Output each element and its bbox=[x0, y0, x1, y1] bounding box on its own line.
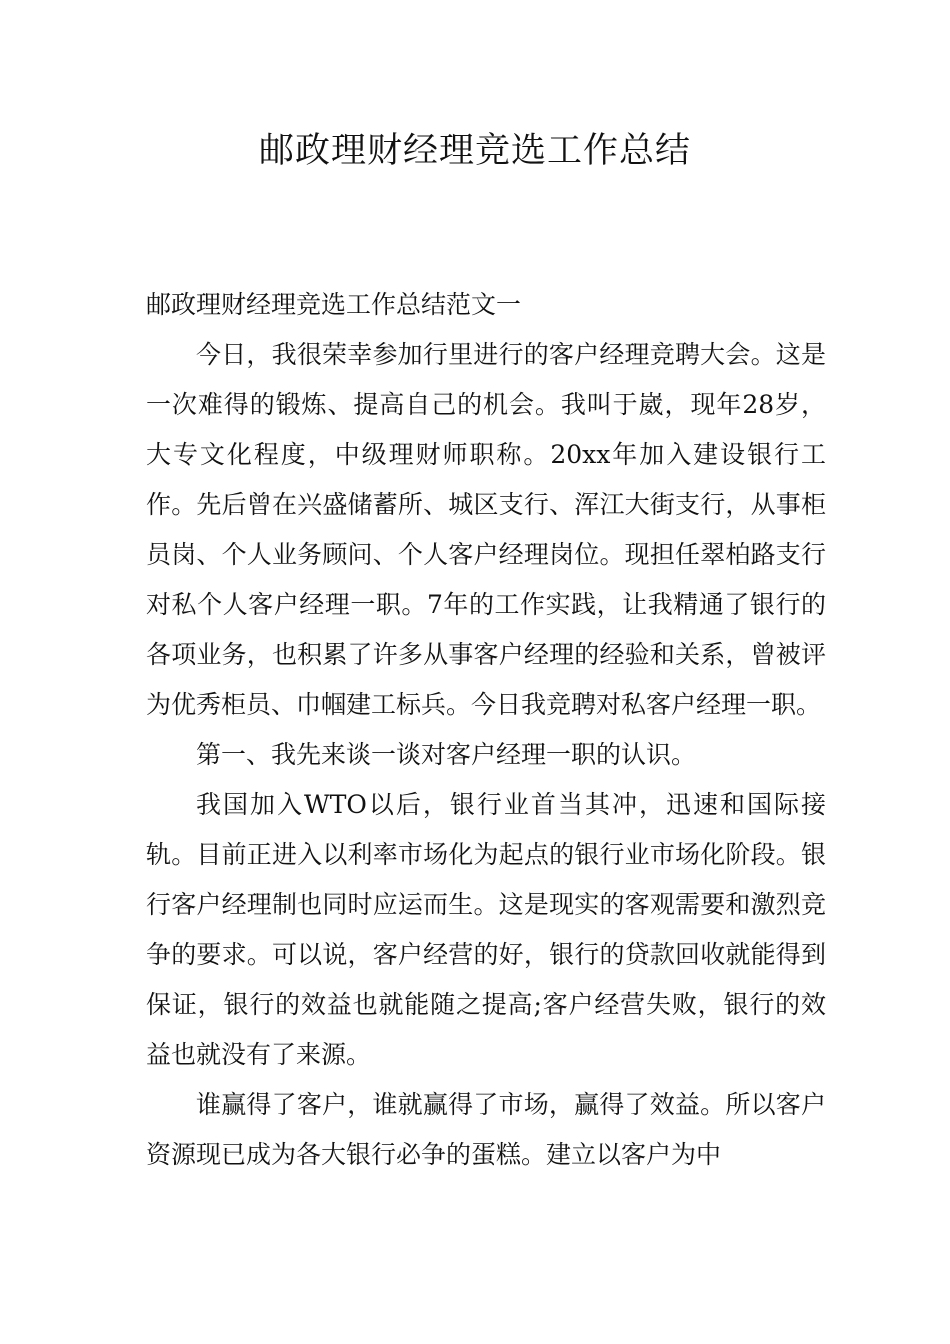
document-title: 邮政理财经理竞选工作总结 bbox=[258, 131, 691, 171]
document-body bbox=[146, 280, 826, 1180]
paragraph-4: 谁赢得了客户，谁就赢得了市场，赢得了效益。所以客户资源现已成为各大银行必争的蛋糕。建立以客户为中 bbox=[146, 1090, 826, 1169]
paragraph-3: 我国加入WTO以后，银行业首当其冲，迅速和国际接轨。目前正进入以利率市场化为起点的银行业市场化阶段。银行客户经理制也同时应运而生。这是现实的客观需要和激烈竞争的要求。可以说，客户经营的好，银行的贷款回收就能得到保证，银行的效益也就能随之提高;客户经营失败，银行的效益也就没有了来源。 bbox=[146, 790, 826, 1069]
paragraph-2: 第一、我先来谈一谈对客户经理一职的认识。 bbox=[196, 740, 697, 769]
document-subtitle: 邮政理财经理竞选工作总结范文一 bbox=[146, 290, 522, 319]
paragraph-1: 今日，我很荣幸参加行里进行的客户经理竞聘大会。这是一次难得的锻炼、提高自己的机会。我叫于崴，现年28岁，大专文化程度，中级理财师职称。20xx年加入建设银行工作。先后曾在兴盛储蓄所、城区支行、浑江大街支行，从事柜员岗、个人业务顾问、个人客户经理岗位。现担任翠柏路支行对私个人客户经理一职。7年的工作实践，让我精通了银行的各项业务，也积累了许多从事客户经理的经验和关系，曾被评为优秀柜员、巾帼建工标兵。今日我竞聘对私客户经理一职。 bbox=[146, 340, 826, 719]
